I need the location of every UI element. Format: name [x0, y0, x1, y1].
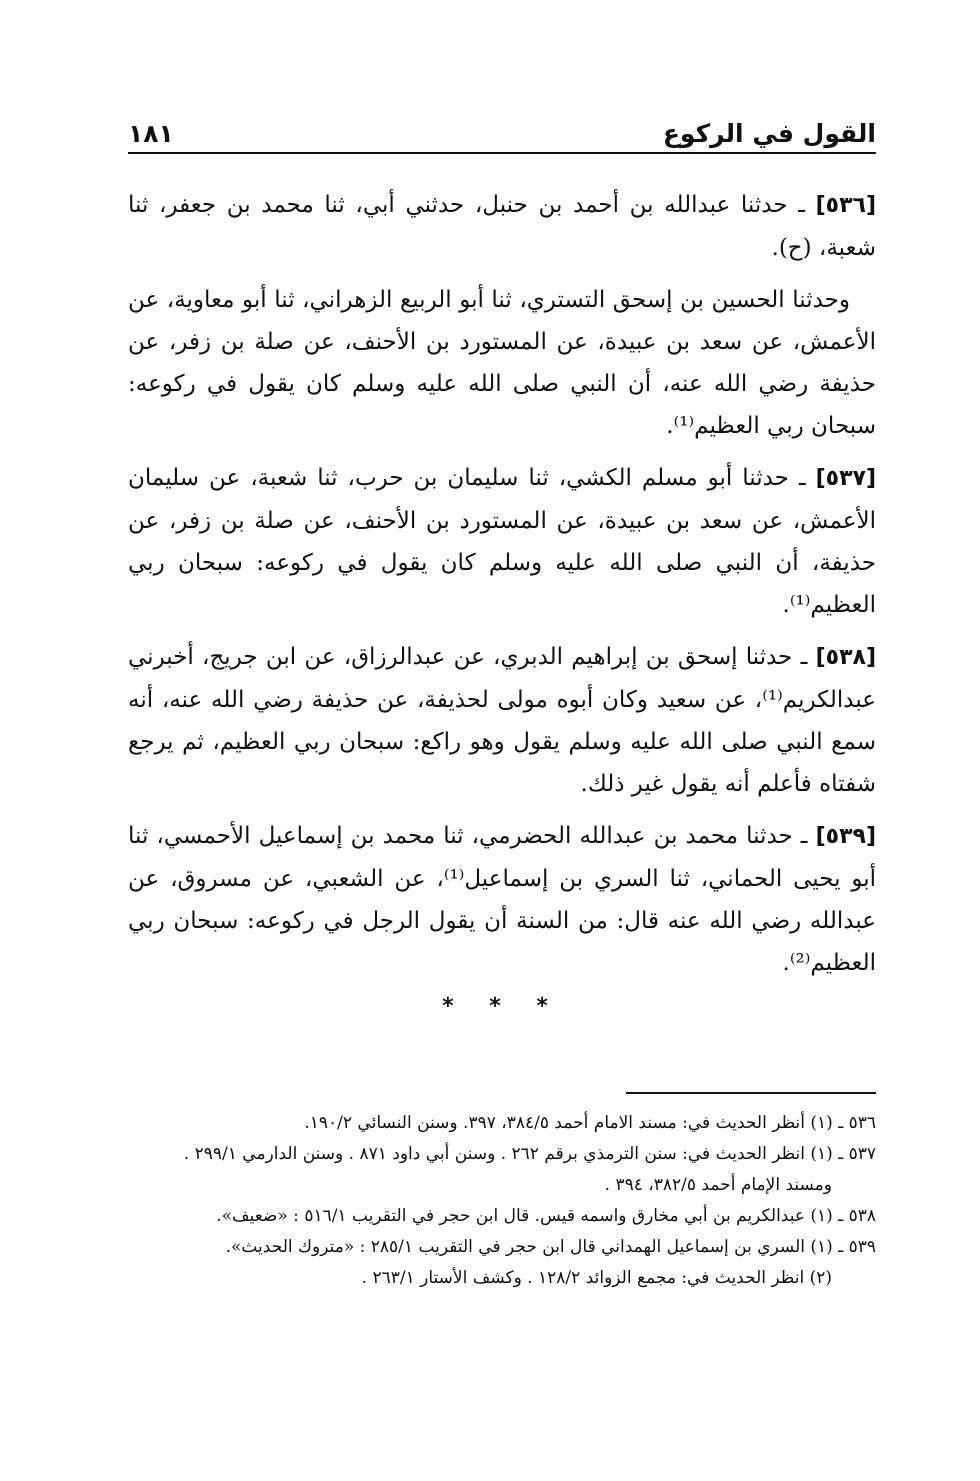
- footnote-537: ٥٣٧ ـ (١) انظر الحديث في: سنن الترمذي برقم ٢٦٢ . وسنن أبي داود ٨٧١ . وسنن الدارمي ٢٩٩/١ .: [183, 1144, 876, 1164]
- hadith-text: ـ حدثنا عبدالله بن أحمد بن حنبل، حدثني أبي، ثنا محمد بن جعفر، ثنا شعبة، (ح).: [128, 192, 876, 261]
- page-number: ١٨١: [128, 119, 174, 148]
- footnote-536: ٥٣٦ ـ (١) أنظر الحديث في: مسند الامام أحمد ٣٨٤/٥، ٣٩٧. وسنن النسائي ١٩٠/٢.: [304, 1113, 876, 1133]
- main-text: [128, 184, 876, 1019]
- hadith-text: ـ حدثنا أبو مسلم الكشي، ثنا سليمان بن حرب، ثنا شعبة، عن سليمان الأعمش، عن سعد بن عبيدة، عن المستورد بن الأحنف، عن صلة بن زفر، عن حذيفة، أن النبي صلى الله عليه وسلم كان يقول في ركوعه: سبحان ربي العظيم⁽¹⁾.: [128, 465, 876, 618]
- footnote-539: ٥٣٩ ـ (١) السري بن إسماعيل الهمداني قال ابن حجر في التقريب ٢٨٥/١ : «متروك الحديث».: [225, 1237, 876, 1257]
- hadith-538: [128, 636, 876, 805]
- hadith-537: [128, 457, 876, 626]
- hadith-number: [٥٣٦]: [815, 193, 876, 218]
- hadith-text: ـ حدثنا إسحق بن إبراهيم الدبري، عن عبدالرزاق، عن ابن جريج، أخبرني عبدالكريم⁽¹⁾، عن سعيد وكان أبوه مولى لحذيفة، عن حذيفة رضي الله عنه، أنه سمع النبي صلى الله عليه وسلم يقول وهو راكع: سبحان ربي العظيم، ثم يرجع شفتاه فأعلم أنه يقول غير ذلك.: [128, 644, 876, 797]
- hadith-536-second-chain: [128, 279, 876, 447]
- hadith-text: وحدثنا الحسين بن إسحق التستري، ثنا أبو الربيع الزهراني، ثنا أبو معاوية، عن الأعمش، عن سعد بن عبيدة، عن المستورد بن الأحنف، عن صلة بن زفر، عن حذيفة رضي الله عنه، أن النبي صلى الله عليه وسلم كان يقول في ركوعه: سبحان ربي العظيم⁽¹⁾.: [128, 287, 876, 439]
- running-header: [128, 104, 876, 154]
- hadith-number: [٥٣٩]: [815, 824, 876, 849]
- footnote-537-continued: ومسند الإمام أحمد ٣٨٢/٥، ٣٩٤ .: [604, 1175, 832, 1195]
- footnote-538: ٥٣٨ ـ (١) عبدالكريم بن أبي مخارق واسمه قيس. قال ابن حجر في التقريب ٥١٦/١ : «ضعيف».: [216, 1206, 876, 1226]
- footnote-539-2: (٢) انظر الحديث في: مجمع الزوائد ١٢٨/٢ . وكشف الأستار ٢٦٣/١ .: [361, 1268, 832, 1288]
- section-separator: * * *: [442, 994, 562, 1019]
- hadith-536: [128, 184, 876, 269]
- page-body: [128, 104, 876, 1019]
- chapter-title: القول في الركوع: [662, 119, 876, 148]
- hadith-number: [٥٣٨]: [815, 645, 876, 670]
- hadith-539: [128, 815, 876, 984]
- footnotes: [128, 1092, 876, 1294]
- footnote-rule: [626, 1092, 876, 1094]
- hadith-number: [٥٣٧]: [815, 466, 876, 491]
- hadith-text: ـ حدثنا محمد بن عبدالله الحضرمي، ثنا محمد بن إسماعيل الأحمسي، ثنا أبو يحيى الحماني، ثنا السري بن إسماعيل⁽¹⁾، عن الشعبي، عن مسروق، عن عبدالله رضي الله عنه قال: من السنة أن يقول الرجل في ركوعه: سبحان ربي العظيم⁽²⁾.: [128, 823, 876, 976]
